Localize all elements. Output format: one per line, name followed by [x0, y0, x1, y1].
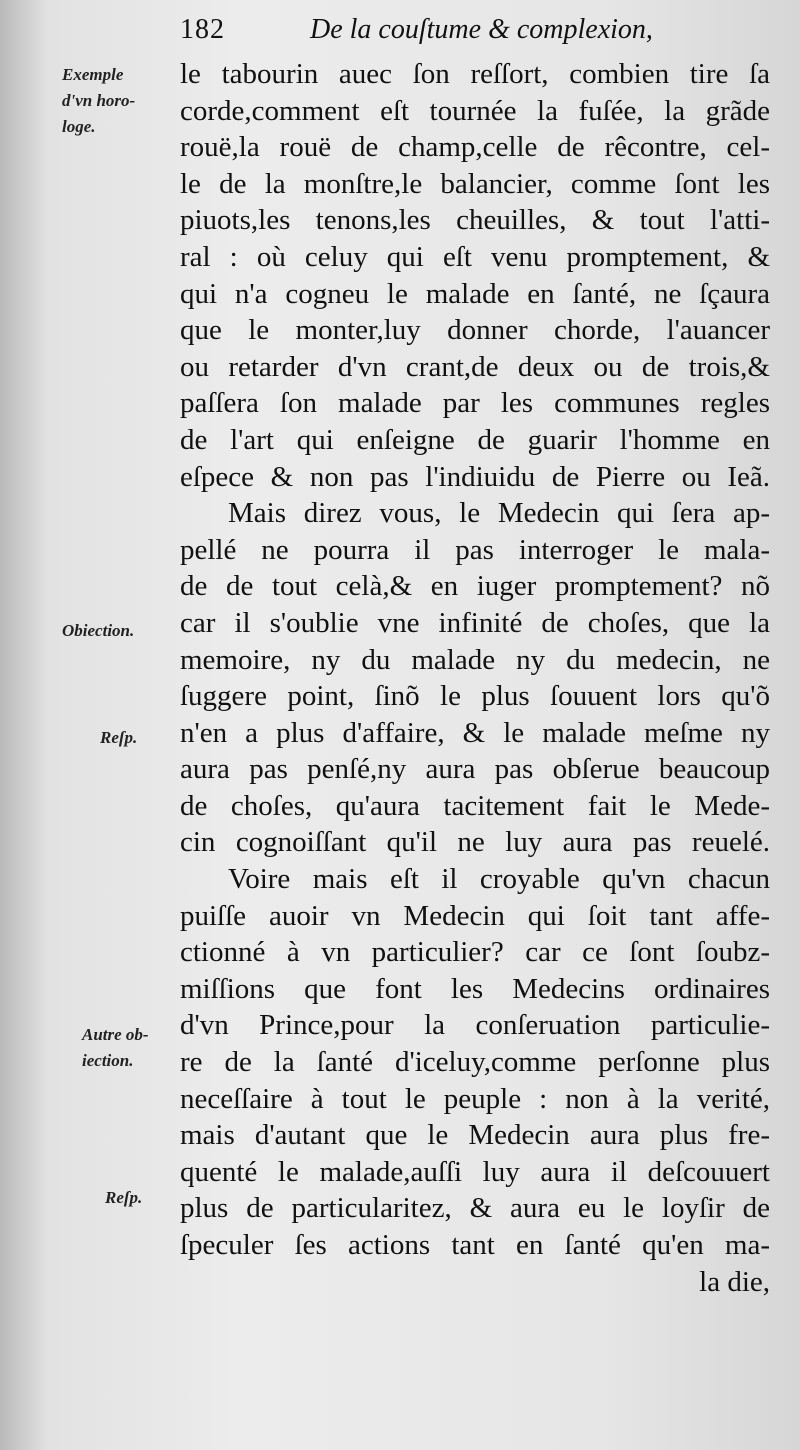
- text-line: qui n'a cogneu le malade en ſanté, ne ſçaura: [180, 277, 770, 310]
- text-line: que le monter,luy donner chorde, l'auancer: [180, 314, 770, 347]
- margin-note-line: Obiection.: [62, 621, 135, 640]
- text-line: de l'art qui enſeigne de guarir l'homme en: [180, 423, 770, 456]
- text-line: mais d'autant que le Medecin aura plus fre-: [180, 1119, 770, 1152]
- text-line: pellé ne pourra il pas interroger le mala-: [180, 533, 770, 566]
- text-line: quenté le malade,auſſi luy aura il deſcouuert: [180, 1155, 770, 1188]
- margin-note-exemple: [62, 62, 187, 140]
- text-line: n'en a plus d'affaire, & le malade meſme ny: [180, 716, 770, 749]
- text-line: puiſſe auoir vn Medecin qui ſoit tant affe-: [180, 899, 770, 932]
- margin-note-line: Reſp.: [100, 728, 138, 747]
- text-line: car il s'oublie vne infinité de choſes, que la: [180, 606, 770, 639]
- body-text: [180, 56, 770, 1300]
- margin-notes: [0, 0, 190, 1450]
- text-line: le de la monſtre,le balancier, comme ſont les: [180, 167, 770, 200]
- text-line: ou retarder d'vn crant,de deux ou de trois,&: [180, 350, 770, 383]
- text-line: ſuggere point, ſinõ le plus ſouuent lors qu'õ: [180, 680, 770, 713]
- margin-note-line: Autre ob-: [82, 1025, 149, 1044]
- text-line: aura pas penſé,ny aura pas obſerue beaucoup: [180, 753, 770, 786]
- text-line: de choſes, qu'aura tacitement fait le Mede-: [180, 789, 770, 822]
- margin-note-obiection: [62, 618, 187, 644]
- text-line: ctionné à vn particulier? car ce ſont ſoubz-: [180, 936, 770, 969]
- margin-note-line: Reſp.: [105, 1188, 143, 1207]
- text-line: la die,: [699, 1265, 770, 1298]
- text-line: de de tout celà,& en iuger promptement? nõ: [180, 570, 770, 603]
- text-line: cin cognoiſſant qu'il ne luy aura pas reuelé.: [180, 826, 770, 859]
- running-head: De la couſtume & complexion,: [310, 14, 653, 45]
- text-line: ſpeculer ſes actions tant en ſanté qu'en ma-: [180, 1229, 770, 1261]
- text-line: corde,comment eſt tournée la fuſée, la grãde: [180, 94, 770, 127]
- text-line: paſſera ſon malade par les communes regles: [180, 387, 770, 420]
- margin-note-line: d'vn horo-: [62, 91, 136, 110]
- text-line: piuots,les tenons,les cheuilles, & tout l'atti-: [180, 204, 770, 237]
- text-line: le tabourin auec ſon reſſort, combien tire ſa: [180, 58, 770, 90]
- text-line: neceſſaire à tout le peuple : non à la verité,: [180, 1082, 770, 1115]
- text-line: plus de particularitez, & aura eu le loyſir de: [180, 1192, 770, 1225]
- text-line: Voire mais eſt il croyable qu'vn chacun: [228, 863, 770, 896]
- page-number: 182: [180, 14, 225, 45]
- text-line: d'vn Prince,pour la conſeruation particulie-: [180, 1009, 770, 1042]
- text-line: Mais direz vous, le Medecin qui ſera ap-: [228, 497, 770, 530]
- margin-note-line: loge.: [62, 117, 96, 136]
- text-line: re de la ſanté d'iceluy,comme perſonne plus: [180, 1046, 770, 1079]
- text-line: memoire, ny du malade ny du medecin, ne: [180, 643, 770, 676]
- text-line: rouë,la rouë de champ,celle de rêcontre, cel-: [180, 131, 770, 164]
- text-line: ral : où celuy qui eſt venu promptement, &: [180, 240, 770, 273]
- text-line: miſſions que font les Medecins ordinaires: [180, 972, 770, 1005]
- margin-note-line: iection.: [82, 1051, 134, 1070]
- text-line: eſpece & non pas l'indiuidu de Pierre ou Ieã.: [180, 460, 770, 493]
- margin-note-line: Exemple: [62, 65, 124, 84]
- page-header: [180, 14, 760, 50]
